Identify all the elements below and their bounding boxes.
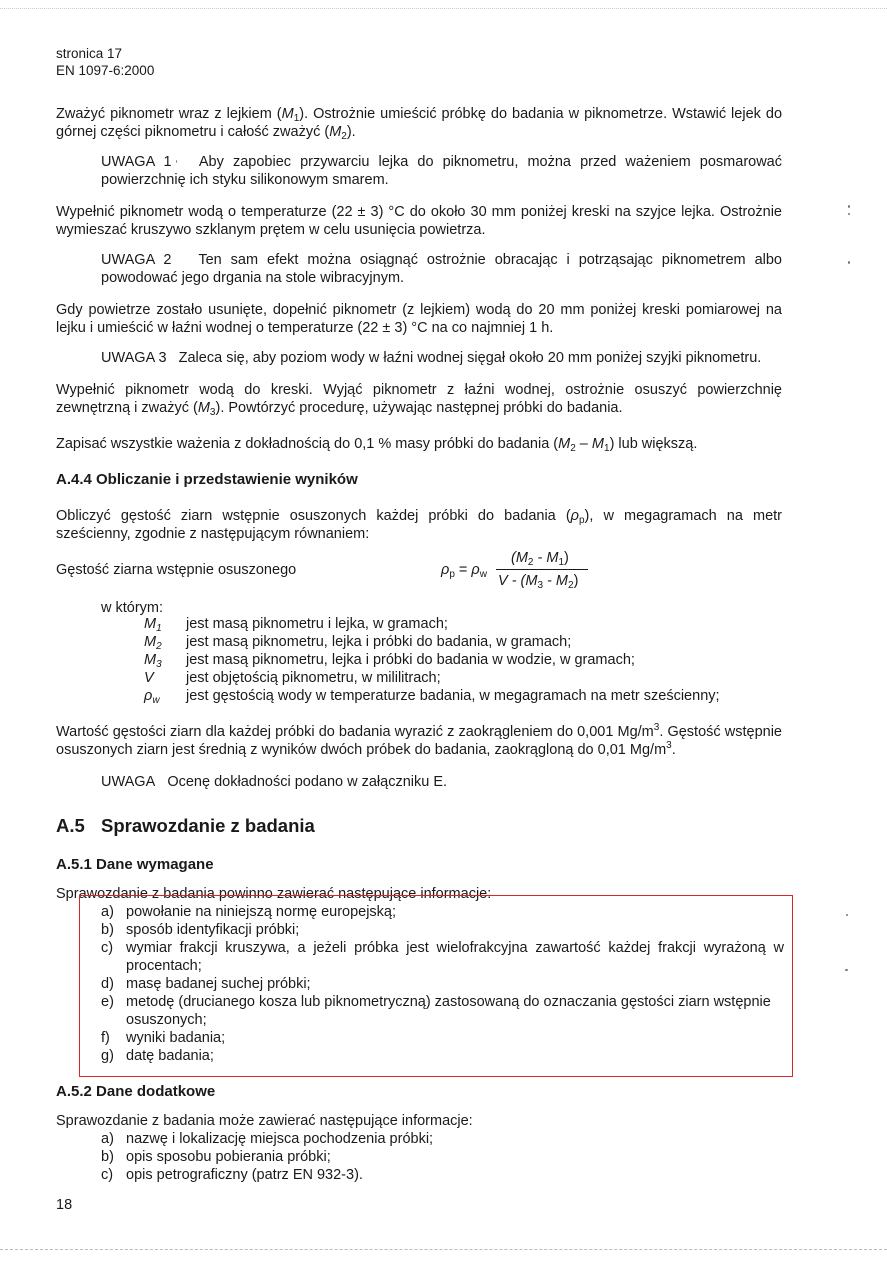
paragraph-record-weights: Zapisać wszystkie ważenia z dokładnością do 0,1 % masy próbki do badania $(M_2 - M_1)$ lub większą.: [56, 436, 698, 454]
definition-text: jest gęstością wody w temperaturze badania, w megagramach na metr sześcienny;: [186, 688, 720, 704]
highlight-box: [79, 895, 793, 1077]
paragraph-fill-water: Wypełnić piknometr wodą o temperaturze (22 ± 3) °C do około 30 mm poniżej kreski na szyjce lejka. Ostrożnie wymieszać kruszywo szklanym prętem w celu usunięcia powietrza.: [56, 204, 782, 238]
scan-speck: [176, 160, 177, 163]
heading-a5-number: A.5: [56, 815, 85, 836]
formula-numerator: $(M_2 - M_1)$: [511, 550, 569, 568]
fraction-bar: [496, 569, 588, 570]
paragraph-required-intro: Sprawozdanie z badania powinno zawierać następujące informacje:: [56, 886, 492, 902]
paragraph-weigh-m3: Wypełnić piknometr wodą do kreski. Wyjąć piknometr z łaźni wodnej, ostrożnie osuszyć powierzchnię zewnętrzną i zważyć $(M_3)$. Powtórzyć procedurę, używając następnej próbki do badania.: [56, 382, 782, 418]
definition-text: jest masą piknometru i lejka, w gramach;: [186, 616, 448, 632]
formula-lhs: $\rho_p = \rho_w$: [441, 562, 487, 580]
definition-symbol: $M_2$: [144, 634, 162, 652]
heading-a5-title: Sprawozdanie z badania: [101, 815, 315, 836]
note-1: [101, 153, 782, 189]
scan-speck: [845, 969, 848, 971]
definition-text: jest masą piknometru, lejka i próbki do badania w wodzie, w gramach;: [186, 652, 635, 668]
paragraph-result-precision: Wartość gęstości ziarn dla każdej próbki do badania wyrazić z zaokrągleniem do 0,001 $Mg/m^3$. Gęstość wstępnie osuszonych ziarn jest średnią z wyników dwóch próbek do badania, zaokrągloną do 0,01 $Mg/m^3$.: [56, 722, 782, 758]
scan-bottom-line: [0, 1249, 887, 1250]
definition-symbol: $\rho_w$: [144, 688, 160, 706]
note-2-text: Ten sam efekt można osiągnąć ostrożnie obracając i potrząsając piknometrem albo powodować jego drgania na stole wibracyjnym.: [101, 252, 782, 286]
note-1-text: Aby zapobiec przywarciu lejka do piknometru, można przed ważeniem posmarować powierzchnię ich styku silikonowym smarem.: [101, 154, 782, 188]
heading-a52: A.5.2 Dane dodatkowe: [56, 1083, 216, 1100]
heading-a44: A.4.4 Obliczanie i przedstawienie wyników: [56, 471, 358, 488]
note-2-label: UWAGA 2: [101, 252, 172, 268]
formula-label: Gęstość ziarna wstępnie osuszonego: [56, 562, 297, 578]
scan-edge-line: [0, 8, 887, 9]
note-accuracy: [101, 773, 782, 791]
where-label: w którym:: [101, 600, 164, 616]
definition-symbol: V: [144, 670, 154, 686]
definition-text: jest masą piknometru, lejka i próbki do badania, w gramach;: [186, 634, 572, 650]
standard-number: EN 1097-6:2000: [56, 63, 155, 78]
note-3: [101, 349, 782, 367]
paragraph-calc-intro: Obliczyć gęstość ziarn wstępnie osuszonych każdej próbki do badania $(\rho_p)$, w megagramach na metr sześcienny, zgodnie z następującym równaniem:: [56, 508, 782, 542]
note-2: [101, 251, 782, 287]
page-number: 18: [56, 1197, 73, 1213]
note-text: Ocenę dokładności podano w załączniku E.: [167, 774, 448, 790]
definition-symbol: $M_1$: [144, 616, 162, 634]
scan-speck: [848, 213, 850, 215]
paragraph-weigh-pycnometer: Zważyć piknometr wraz z lejkiem $(M_1)$. Ostrożnie umieścić próbkę do badania w piknometrze. Wstawić lejek do górnej części piknometru i całość zważyć $(M_2)$.: [56, 106, 783, 142]
note-3-text: Zaleca się, aby poziom wody w łaźni wodnej sięgał około 20 mm poniżej szyjki piknometru.: [178, 350, 762, 366]
definition-symbol: $M_3$: [144, 652, 162, 670]
paragraph-water-bath: Gdy powietrze zostało usunięte, dopełnić piknometr (z lejkiem) wodą do 20 mm poniżej kreski pomiarowej na lejku i umieścić w łaźni wodnej o temperaturze (22 ± 3) °C na co najmniej 1 h.: [56, 302, 782, 336]
scan-speck: [846, 914, 848, 916]
formula-denominator: V - $(M_3 - M_2)$: [498, 573, 579, 591]
definition-text: jest objętością piknometru, w mililitrach;: [186, 670, 441, 686]
scan-speck: [848, 261, 850, 264]
page-label: stronica 17: [56, 46, 123, 61]
scan-speck: [848, 205, 850, 208]
paragraph-additional-intro: Sprawozdanie z badania może zawierać następujące informacje:: [56, 1113, 473, 1129]
note-3-label: UWAGA 3: [101, 350, 167, 366]
note-label: UWAGA: [101, 774, 156, 790]
heading-a51: A.5.1 Dane wymagane: [56, 856, 214, 873]
note-1-label: UWAGA 1: [101, 154, 172, 170]
